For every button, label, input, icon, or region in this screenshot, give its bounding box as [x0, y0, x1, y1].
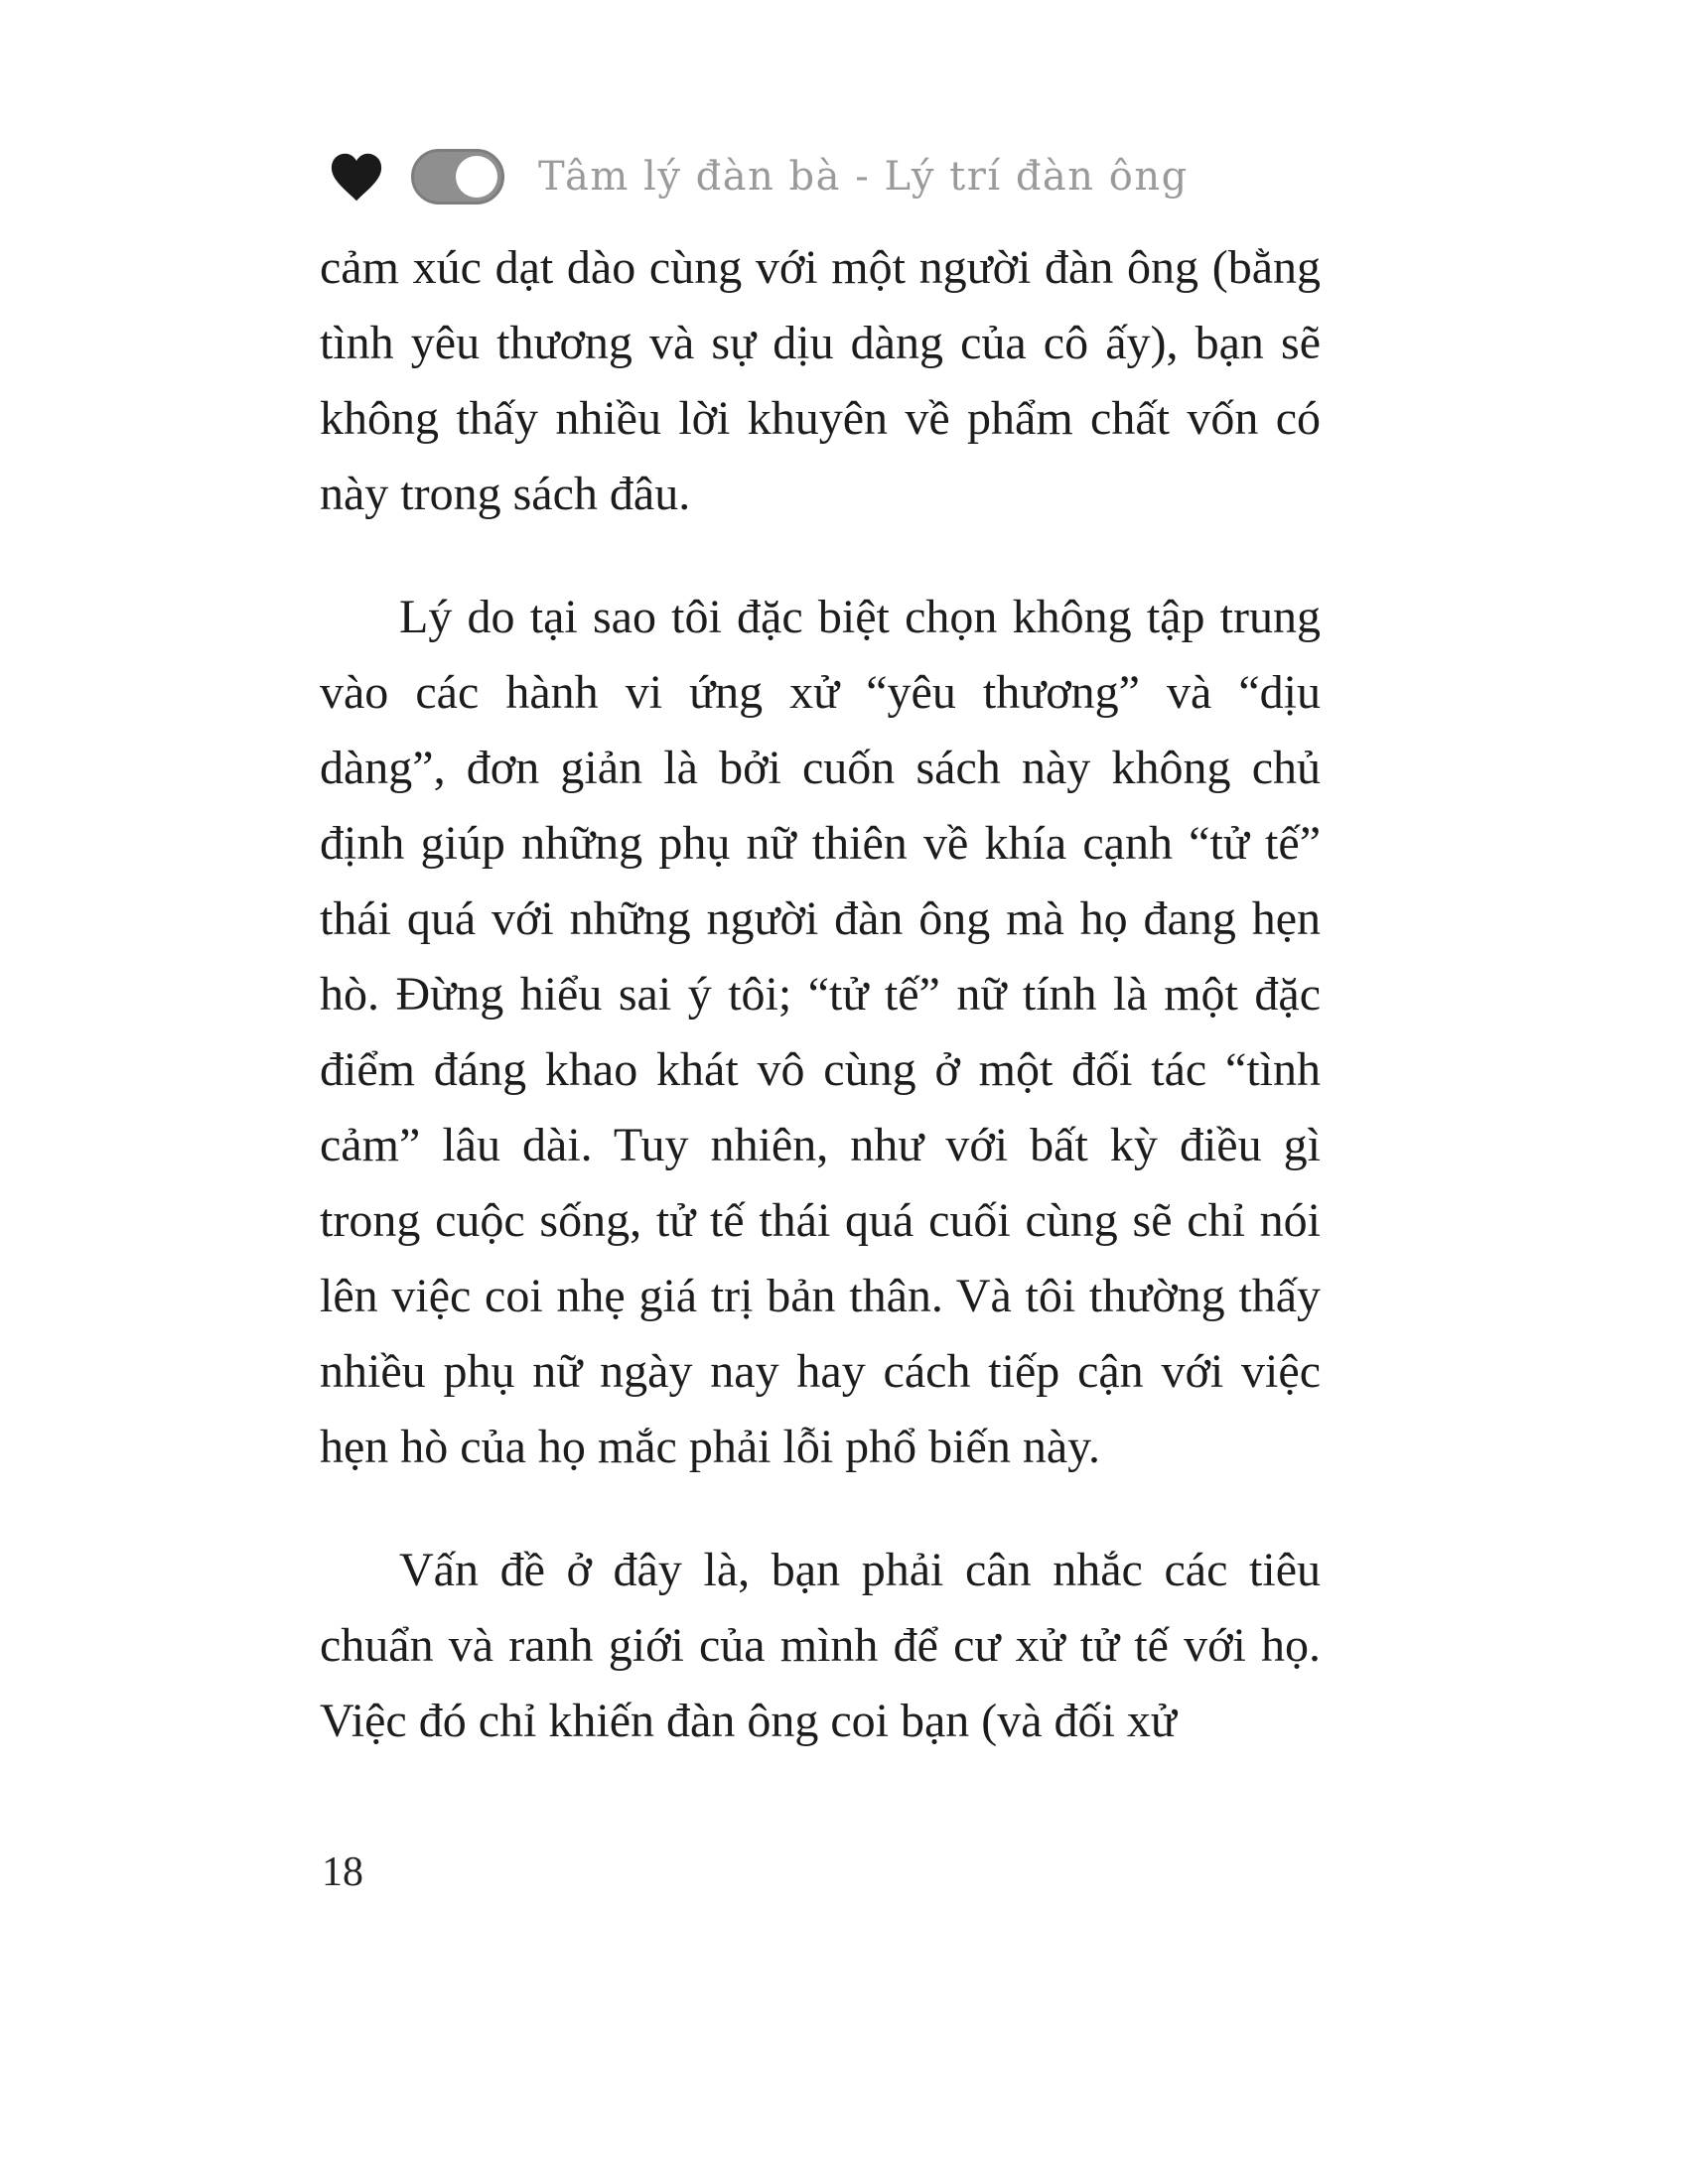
page-header	[328, 145, 1189, 208]
page-body	[320, 230, 1321, 1807]
paragraph: Lý do tại sao tôi đặc biệt chọn không tập trung vào các hành vi ứng xử “yêu thương” và “dịu dàng”, đơn giản là bởi cuốn sách này không chủ định giúp những phụ nữ thiên về khía cạnh “tử tế” thái quá với những người đàn ông mà họ đang hẹn hò. Đừng hiểu sai ý tôi; “tử tế” nữ tính là một đặc điểm đáng khao khát vô cùng ở một đối tác “tình cảm” lâu dài. Tuy nhiên, như với bất kỳ điều gì trong cuộc sống, tử tế thái quá cuối cùng sẽ chỉ nói lên việc coi nhẹ giá trị bản thân. Và tôi thường thấy nhiều phụ nữ ngày nay hay cách tiếp cận với việc hẹn hò của họ mắc phải lỗi phổ biến này.	[320, 591, 1321, 1473]
paragraph: cảm xúc dạt dào cùng với một người đàn ông (bằng tình yêu thương và sự dịu dàng của cô ấy), bạn sẽ không thấy nhiều lời khuyên về phẩm chất vốn có này trong sách đâu.	[320, 241, 1321, 520]
book-title: Tâm lý đàn bà - Lý trí đàn ông	[538, 154, 1189, 200]
paragraph: Vấn đề ở đây là, bạn phải cân nhắc các tiêu chuẩn và ranh giới của mình để cư xử tử tế với họ. Việc đó chỉ khiến đàn ông coi bạn (và đối xử	[320, 1544, 1321, 1747]
heart-icon	[328, 151, 385, 203]
page-number: 18	[322, 1849, 363, 1895]
toggle-knob	[456, 156, 497, 198]
toggle-on-icon	[411, 149, 504, 205]
